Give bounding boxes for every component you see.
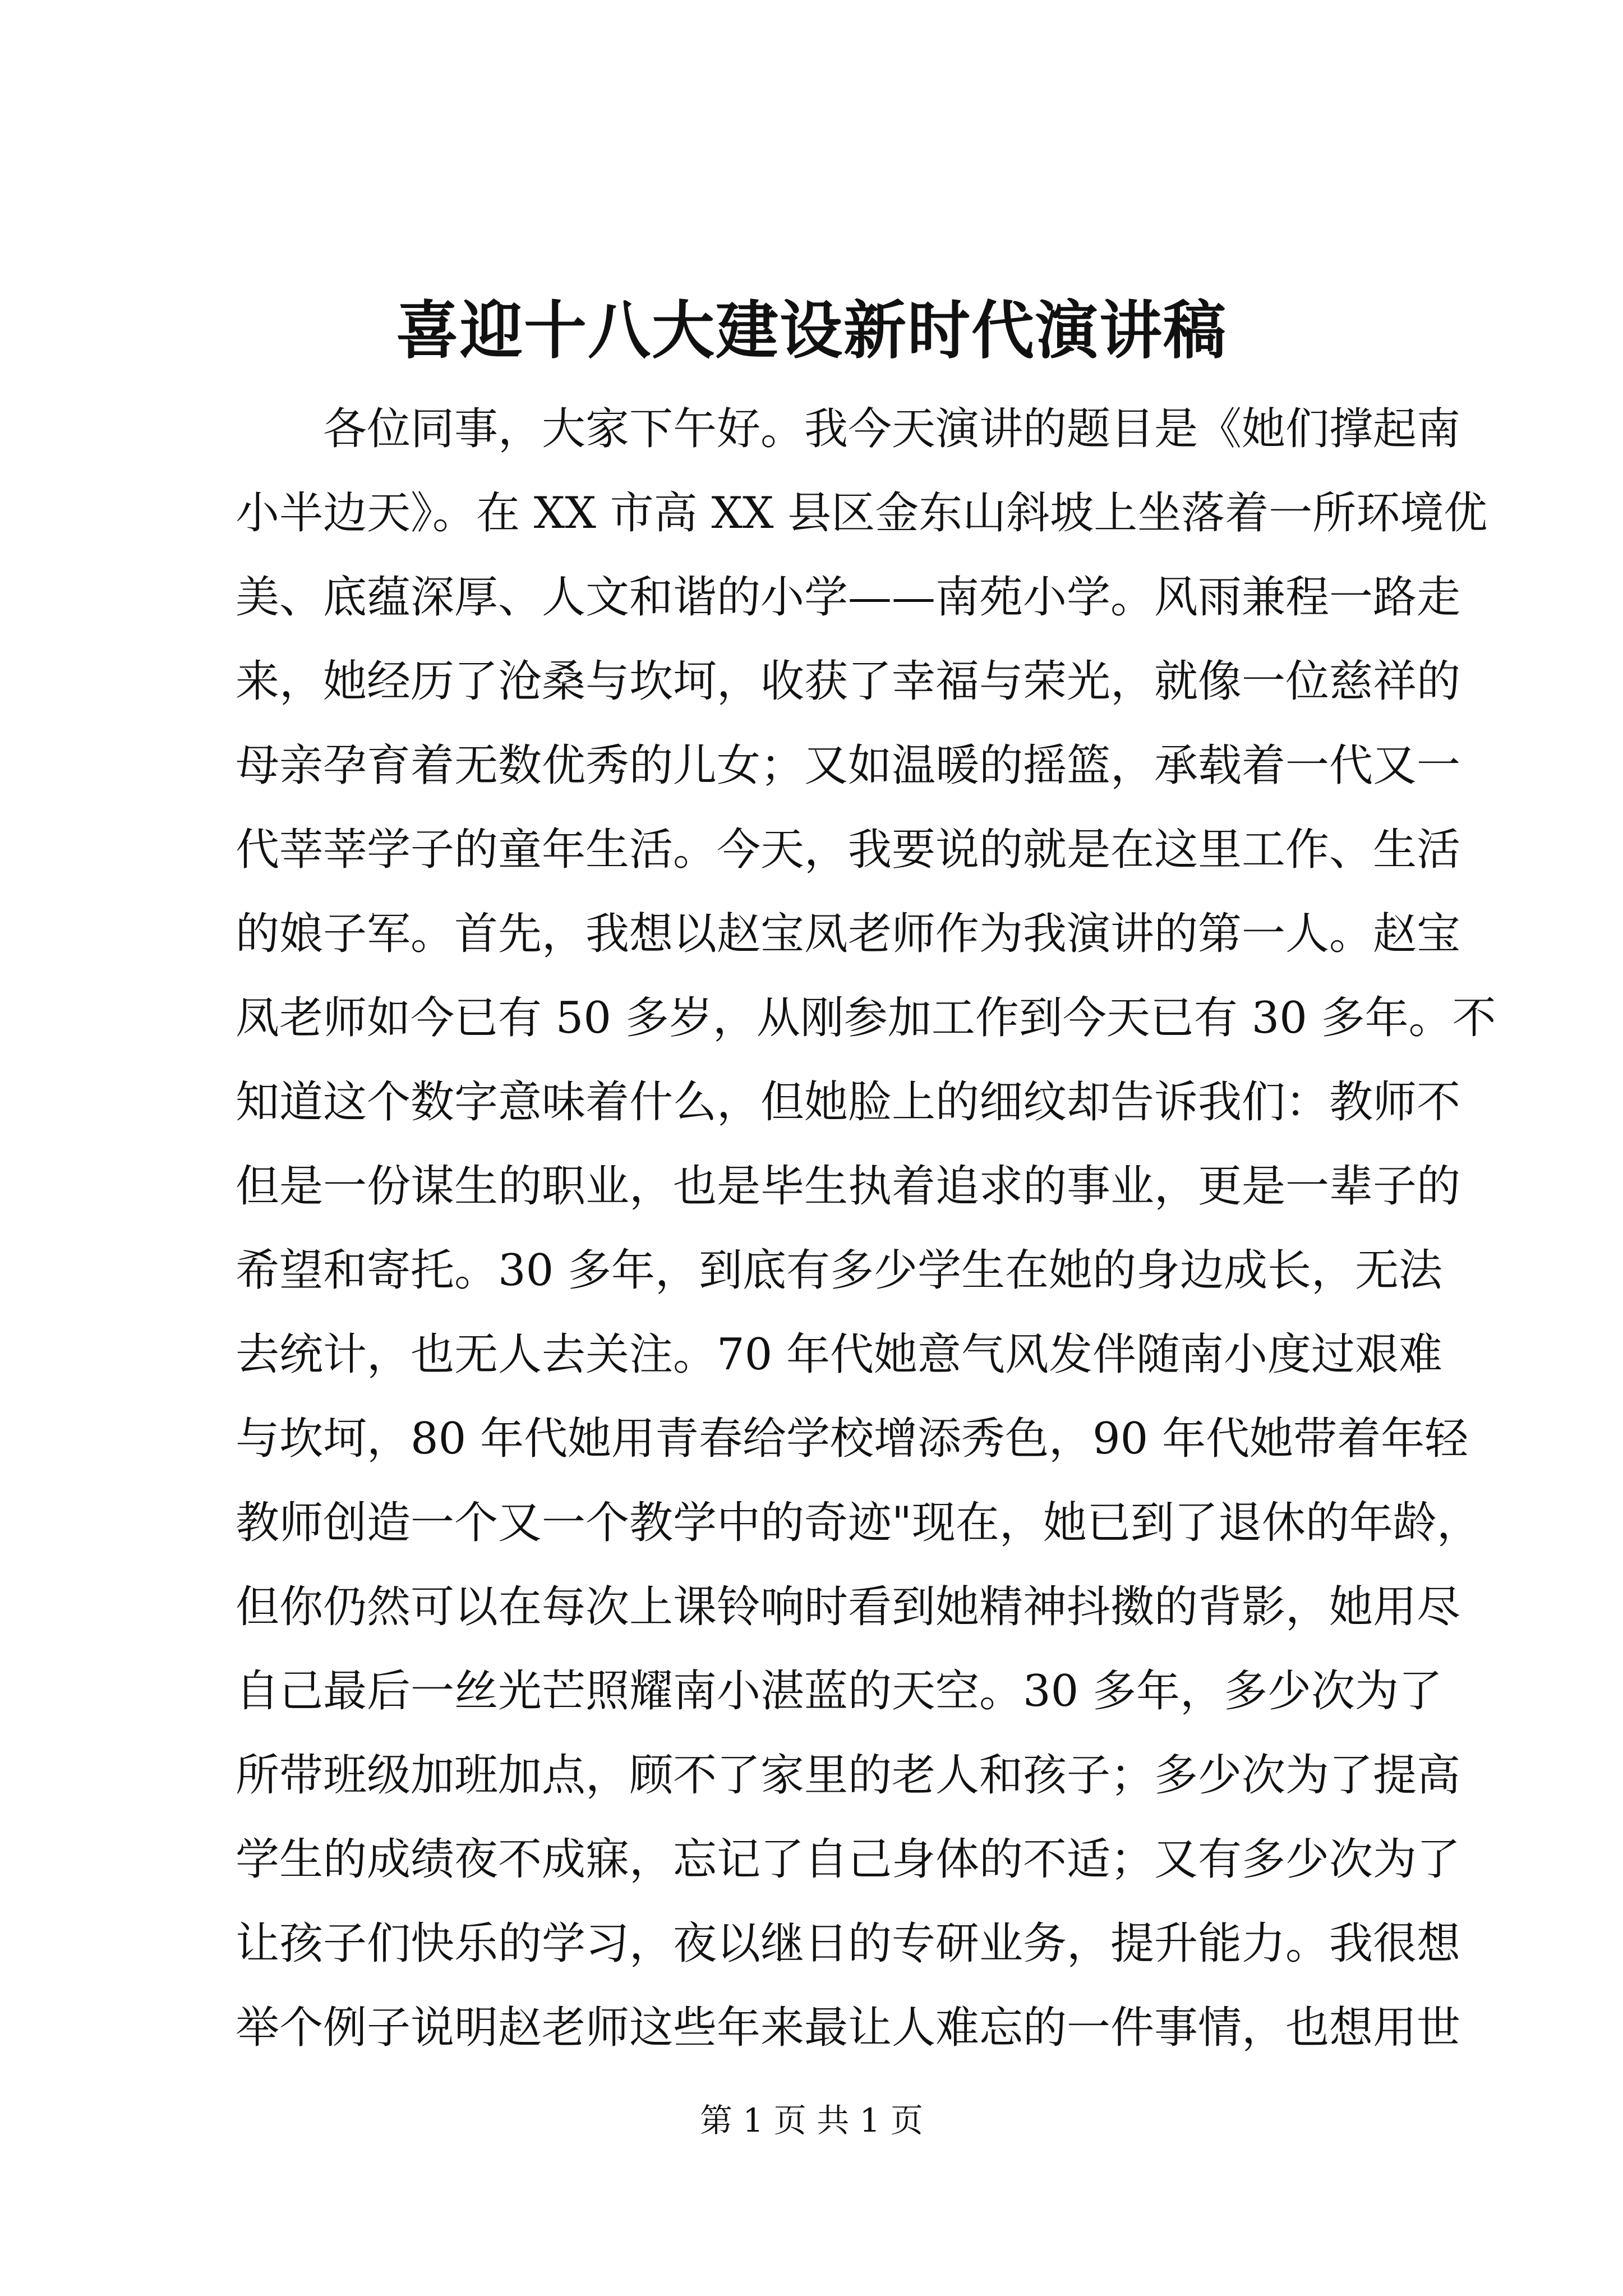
body-line: 学生的成绩夜不成寐，忘记了自己身体的不适；又有多少次为了 (236, 1834, 1461, 1885)
body-line: 代莘莘学子的童年生活。今天，我要说的就是在这里工作、生活 (236, 825, 1461, 875)
body-line: 来，她经历了沧桑与坎坷，收获了幸福与荣光，就像一位慈祥的 (236, 656, 1461, 707)
body-line: 美、底蕴深厚、人文和谐的小学——南苑小学。风雨兼程一路走 (236, 572, 1461, 623)
body-line: 自己最后一丝光芒照耀南小湛蓝的天空。30 多年，多少次为了 (236, 1666, 1443, 1717)
body-line: 的娘子军。首先，我想以赵宝凤老师作为我演讲的第一人。赵宝 (236, 909, 1461, 959)
document-title: 喜迎十八大建设新时代演讲稿 (396, 294, 1227, 367)
document-body (236, 387, 1496, 2070)
body-line: 但你仍然可以在每次上课铃响时看到她精神抖擞的背影，她用尽 (236, 1582, 1461, 1632)
body-line: 与坎坷，80 年代她用青春给学校增添秀色，90 年代她带着年轻 (236, 1414, 1469, 1464)
body-line: 知道这个数字意味着什么，但她脸上的细纹却告诉我们：教师不 (236, 1077, 1461, 1128)
body-line: 凤老师如今已有 50 多岁，从刚参加工作到今天已有 30 多年。不 (236, 993, 1496, 1043)
page-number-footer: 第 1 页 共 1 页 (700, 2101, 923, 2139)
body-line: 但是一份谋生的职业，也是毕生执着追求的事业，更是一辈子的 (236, 1161, 1461, 1212)
body-line: 希望和寄托。30 多年，到底有多少学生在她的身边成长，无法 (236, 1245, 1443, 1296)
body-line: 举个例子说明赵老师这些年来最让人难忘的一件事情，也想用世 (236, 2003, 1461, 2053)
body-line: 母亲孕育着无数优秀的儿女；又如温暖的摇篮，承载着一代又一 (236, 740, 1461, 791)
body-line: 去统计，也无人去关注。70 年代她意气风发伴随南小度过艰难 (236, 1329, 1443, 1380)
body-line: 各位同事，大家下午好。我今天演讲的题目是《她们撑起南 (236, 404, 1461, 454)
body-line: 所带班级加班加点，顾不了家里的老人和孩子；多少次为了提高 (236, 1750, 1461, 1801)
body-line: 教师创造一个又一个教学中的奇迹"现在，她已到了退休的年龄， (236, 1498, 1481, 1548)
body-line: 让孩子们快乐的学习，夜以继日的专研业务，提升能力。我很想 (236, 1918, 1461, 1969)
body-line: 小半边天》。在 XX 市高 XX 县区金东山斜坡上坐落着一所环境优 (236, 488, 1488, 539)
